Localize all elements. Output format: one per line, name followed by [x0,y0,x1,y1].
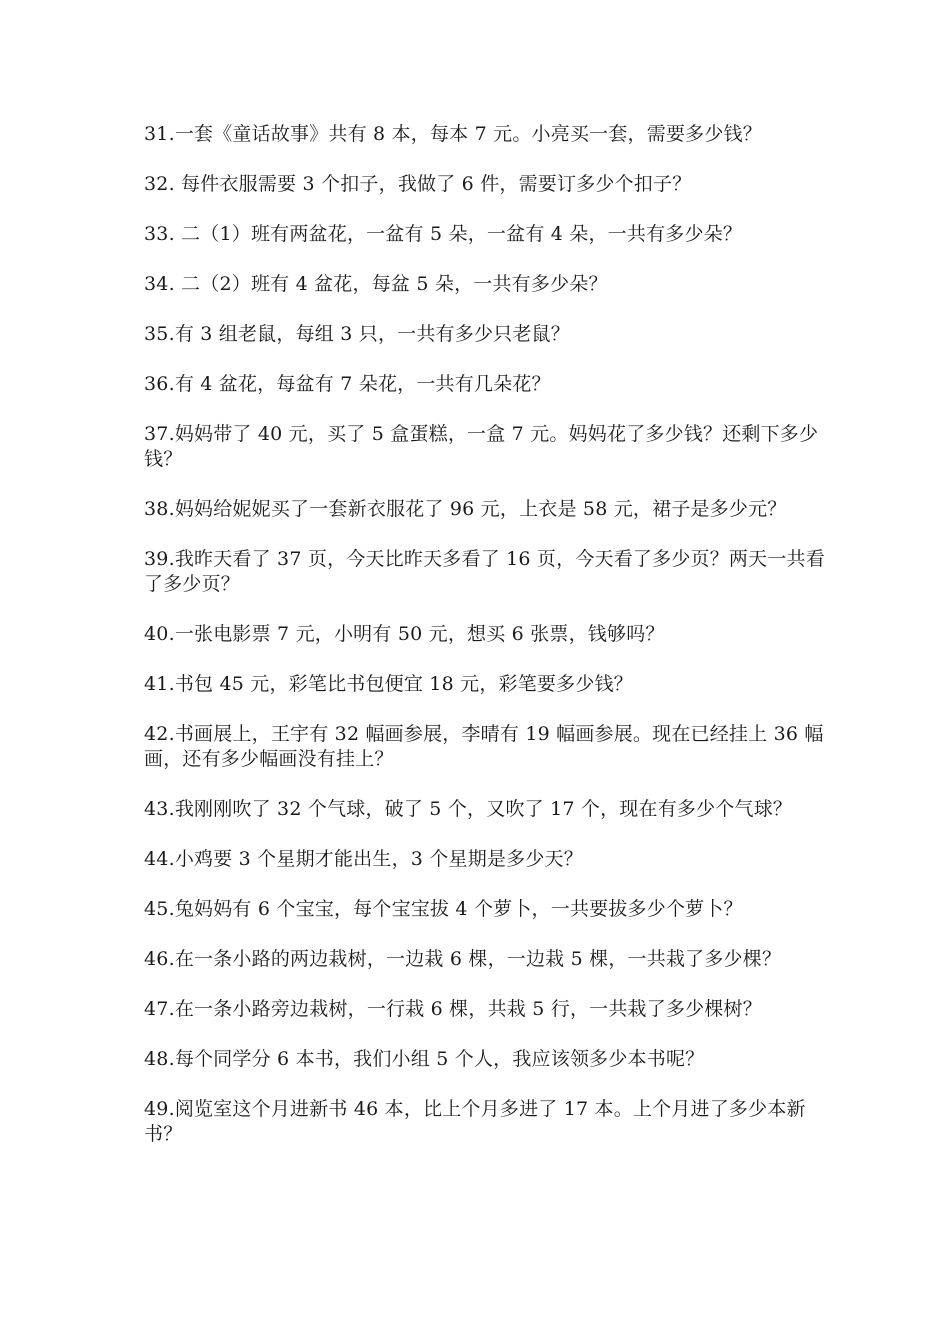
problem-49: 49.阅览室这个月进新书 46 本，比上个月多进了 17 本。上个月进了多少本新书？ [144,1098,806,1145]
problem-34: 34. 二（2）班有 4 盆花，每盆 5 朵，一共有多少朵？ [144,273,608,295]
problem-32: 32. 每件衣服需要 3 个扣子，我做了 6 件，需要订多少个扣子？ [144,173,692,195]
problem-40: 40.一张电影票 7 元，小明有 50 元，想买 6 张票，钱够吗？ [144,623,665,645]
problem-list [144,122,834,1172]
problem-42: 42.书画展上，王宇有 32 幅画参展，李晴有 19 幅画参展。现在已经挂上 36 幅画，还有多少幅画没有挂上？ [144,723,824,770]
problem-39: 39.我昨天看了 37 页，今天比昨天多看了 16 页，今天看了多少页？两天一共看了多少页？ [144,548,825,595]
problem-43: 43.我刚刚吹了 32 个气球，破了 5 个，又吹了 17 个，现在有多少个气球？ [144,798,793,820]
problem-48: 48.每个同学分 6 本书，我们小组 5 个人，我应该领多少本书呢？ [144,1048,705,1070]
problem-41: 41.书包 45 元，彩笔比书包便宜 18 元，彩笔要多少钱？ [144,673,633,695]
problem-36: 36.有 4 盆花，每盆有 7 朵花，一共有几朵花？ [144,373,551,395]
problem-37: 37.妈妈带了 40 元，买了 5 盒蛋糕，一盒 7 元。妈妈花了多少钱？还剩下多少钱？ [144,423,819,470]
problem-31: 31.一套《童话故事》共有 8 本，每本 7 元。小亮买一套，需要多少钱？ [144,123,762,145]
problem-46: 46.在一条小路的两边栽树，一边栽 6 棵，一边栽 5 棵，一共栽了多少棵？ [144,948,782,970]
problem-44: 44.小鸡要 3 个星期才能出生，3 个星期是多少天？ [144,848,583,870]
problem-35: 35.有 3 组老鼠，每组 3 只，一共有多少只老鼠？ [144,323,570,345]
problem-47: 47.在一条小路旁边栽树，一行栽 6 棵，共栽 5 行，一共栽了多少棵树？ [144,998,762,1020]
problem-45: 45.兔妈妈有 6 个宝宝，每个宝宝拔 4 个萝卜，一共要拔多少个萝卜？ [144,898,743,920]
problem-38: 38.妈妈给妮妮买了一套新衣服花了 96 元，上衣是 58 元，裙子是多少元？ [144,498,787,520]
problem-33: 33. 二（1）班有两盆花，一盆有 5 朵，一盆有 4 朵，一共有多少朵？ [144,223,743,245]
